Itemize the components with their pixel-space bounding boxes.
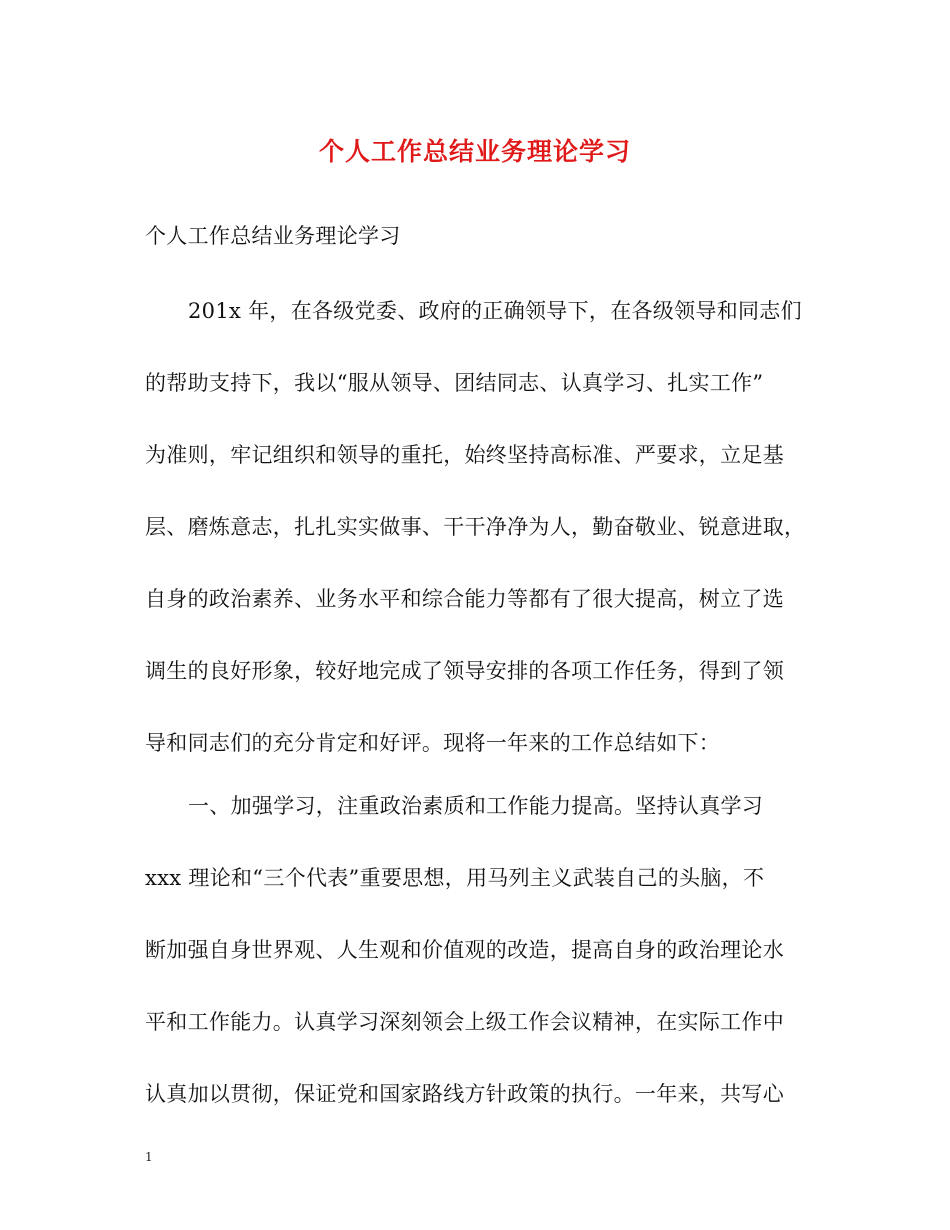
paragraph-line: 断加强自身世界观、人生观和价值观的改造，提高自身的政治理论水 bbox=[145, 938, 784, 962]
paragraph-line: 201x 年，在各级党委、政府的正确领导下，在各级领导和同志们 bbox=[188, 299, 802, 323]
paragraph-line: 平和工作能力。认真学习深刻领会上级工作会议精神，在实际工作中 bbox=[145, 1010, 784, 1034]
paragraph-line: 认真加以贯彻，保证党和国家路线方针政策的执行。一年来，共写心 bbox=[145, 1082, 784, 1106]
paragraph-line: 调生的良好形象，较好地完成了领导安排的各项工作任务，得到了领 bbox=[145, 659, 784, 683]
paragraph-line: 自身的政治素养、业务水平和综合能力等都有了很大提高，树立了选 bbox=[145, 587, 784, 611]
paragraph-line: 层、磨炼意志，扎扎实实做事、干干净净为人，勤奋敬业、锐意进取， bbox=[145, 515, 806, 539]
document-title: 个人工作总结业务理论学习 bbox=[318, 137, 631, 166]
page-number: 1 bbox=[145, 1150, 153, 1164]
paragraph-line: 的帮助支持下，我以“服从领导、团结同志、认真学习、扎实工作” bbox=[145, 371, 764, 395]
paragraph-line: 一、加强学习，注重政治素质和工作能力提高。坚持认真学习 bbox=[188, 794, 764, 818]
document-subtitle: 个人工作总结业务理论学习 bbox=[145, 224, 401, 248]
paragraph-line: 导和同志们的充分肯定和好评。现将一年来的工作总结如下： bbox=[145, 731, 721, 755]
paragraph-line: 为准则，牢记组织和领导的重托，始终坚持高标准、严要求，立足基 bbox=[145, 443, 784, 467]
paragraph-line: xxx 理论和“三个代表”重要思想，用马列主义武装自己的头脑，不 bbox=[145, 866, 765, 890]
